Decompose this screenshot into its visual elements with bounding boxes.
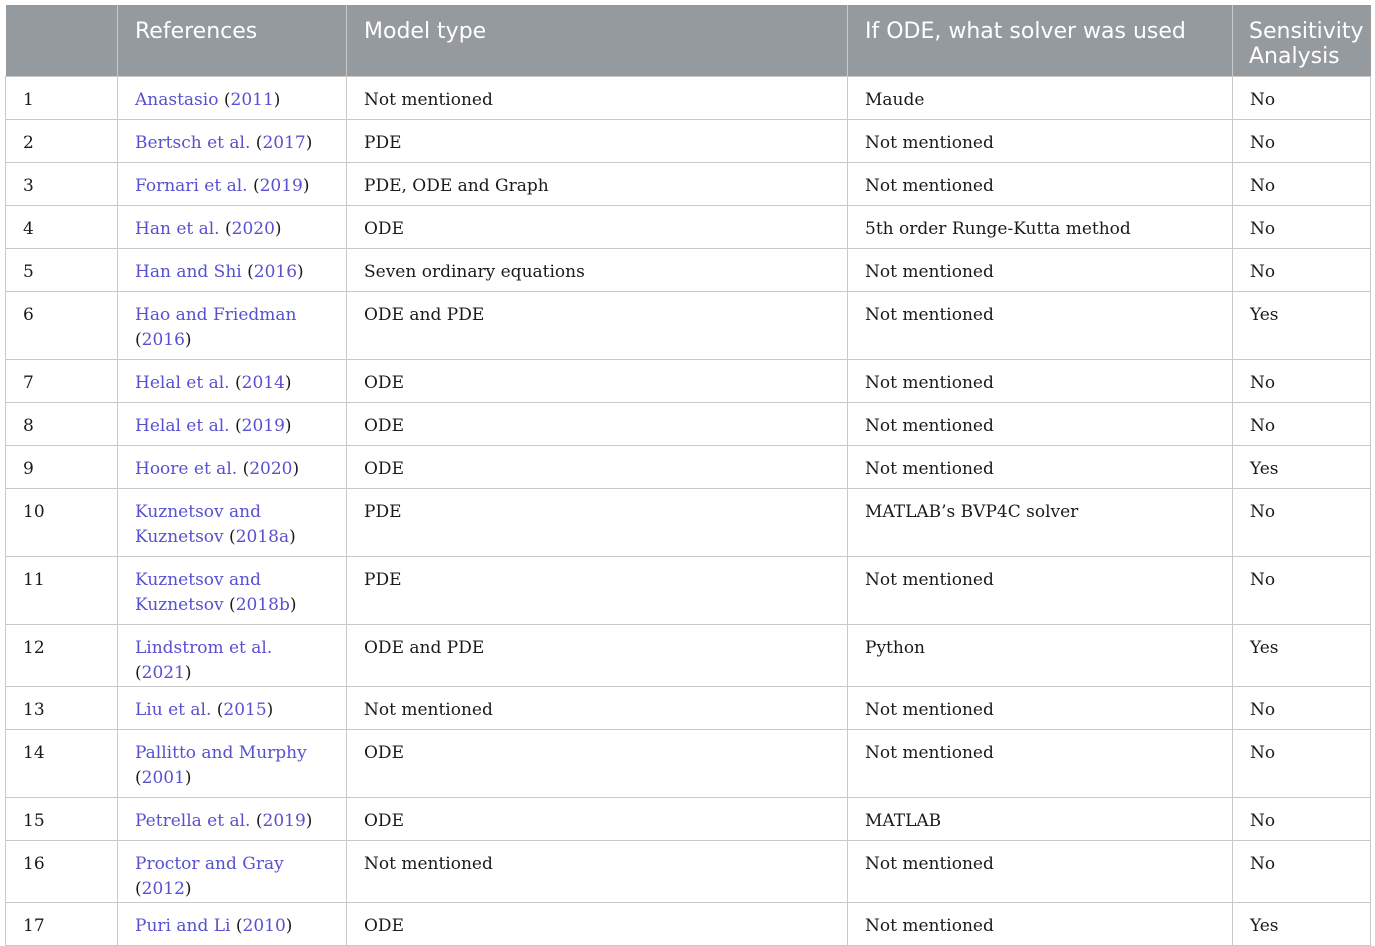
reference-cell	[118, 687, 347, 730]
paren-close: )	[305, 811, 313, 831]
row-number: 9	[6, 446, 118, 489]
paren-close: )	[302, 176, 310, 196]
solver-cell: Not mentioned	[848, 360, 1233, 403]
reference-year-link[interactable]: 2011	[230, 90, 274, 110]
reference-cell	[118, 206, 347, 249]
paren-open: (	[250, 133, 263, 153]
reference-author-link[interactable]: Hao and Friedman	[135, 305, 297, 325]
paren-close: )	[285, 916, 293, 936]
table-row	[6, 163, 1371, 206]
header-model-type: Model type	[347, 5, 848, 77]
row-number: 13	[6, 687, 118, 730]
table-row	[6, 903, 1371, 946]
paren-open: (	[241, 262, 254, 282]
reference-cell	[118, 292, 347, 360]
paren-open: (	[135, 879, 142, 899]
sensitivity-cell: No	[1233, 206, 1371, 249]
paren-open: (	[219, 219, 232, 239]
reference-cell	[118, 446, 347, 489]
reference-cell	[118, 557, 347, 625]
table-row	[6, 206, 1371, 249]
paren-open: (	[250, 811, 263, 831]
model-type-cell: ODE	[347, 360, 848, 403]
sensitivity-cell: Yes	[1233, 903, 1371, 946]
reference-author-link[interactable]: Kuznetsov and Kuznetsov	[135, 570, 262, 615]
reference-cell	[118, 360, 347, 403]
table-row	[6, 360, 1371, 403]
paren-close: )	[274, 219, 282, 239]
model-type-cell: Not mentioned	[347, 841, 848, 903]
row-number: 1	[6, 77, 118, 120]
reference-year-link[interactable]: 2010	[242, 916, 286, 936]
solver-cell: Python	[848, 625, 1233, 687]
reference-author-link[interactable]: Puri and Li	[135, 916, 231, 936]
reference-year-link[interactable]: 2019	[241, 416, 285, 436]
table-row	[6, 625, 1371, 687]
paren-open: (	[135, 663, 142, 683]
table-row	[6, 403, 1371, 446]
reference-year-link[interactable]: 2017	[262, 133, 306, 153]
sensitivity-cell: No	[1233, 687, 1371, 730]
sensitivity-cell: No	[1233, 120, 1371, 163]
row-number: 11	[6, 557, 118, 625]
header-num	[6, 5, 118, 77]
row-number: 12	[6, 625, 118, 687]
paren-close: )	[292, 459, 300, 479]
model-type-cell: ODE and PDE	[347, 625, 848, 687]
solver-cell: Maude	[848, 77, 1233, 120]
sensitivity-cell: No	[1233, 841, 1371, 903]
reference-year-link[interactable]: 2016	[253, 262, 298, 282]
reference-year-link[interactable]: 2019	[262, 811, 306, 831]
model-type-cell: PDE	[347, 557, 848, 625]
solver-cell: Not mentioned	[848, 903, 1233, 946]
reference-cell	[118, 903, 347, 946]
reference-author-link[interactable]: Helal et al.	[135, 416, 230, 436]
row-number: 15	[6, 798, 118, 841]
model-type-cell: PDE	[347, 120, 848, 163]
model-type-cell: ODE	[347, 798, 848, 841]
row-number: 4	[6, 206, 118, 249]
model-type-cell: ODE and PDE	[347, 292, 848, 360]
sensitivity-cell: No	[1233, 798, 1371, 841]
paren-close: )	[284, 373, 292, 393]
table-row	[6, 730, 1371, 798]
table-row	[6, 687, 1371, 730]
sensitivity-cell: No	[1233, 730, 1371, 798]
solver-cell: Not mentioned	[848, 163, 1233, 206]
paren-close: )	[266, 700, 274, 720]
sensitivity-cell: No	[1233, 77, 1371, 120]
solver-cell: 5th order Runge-Kutta method	[848, 206, 1233, 249]
paren-open: (	[229, 416, 242, 436]
sensitivity-cell: Yes	[1233, 446, 1371, 489]
solver-cell: Not mentioned	[848, 403, 1233, 446]
row-number: 3	[6, 163, 118, 206]
solver-cell: MATLAB	[848, 798, 1233, 841]
paren-close: )	[305, 133, 313, 153]
row-number: 8	[6, 403, 118, 446]
reference-year-link[interactable]: 2020	[249, 459, 293, 479]
model-type-cell: Seven ordinary equations	[347, 249, 848, 292]
solver-cell: MATLAB’s BVP4C solver	[848, 489, 1233, 557]
table-row	[6, 446, 1371, 489]
reference-author-link[interactable]: Petrella et al.	[135, 811, 251, 831]
reference-cell	[118, 625, 347, 687]
paren-close: )	[289, 527, 296, 547]
solver-cell: Not mentioned	[848, 687, 1233, 730]
reference-author-link[interactable]: Kuznetsov and Kuznetsov	[135, 502, 262, 547]
solver-cell: Not mentioned	[848, 292, 1233, 360]
sensitivity-cell: No	[1233, 557, 1371, 625]
paren-close: )	[284, 416, 292, 436]
reference-year-link[interactable]: 2021	[141, 663, 185, 683]
reference-cell	[118, 798, 347, 841]
solver-cell: Not mentioned	[848, 120, 1233, 163]
row-number: 17	[6, 903, 118, 946]
reference-year-link[interactable]: 2018b	[235, 595, 290, 615]
reference-author-link[interactable]: Bertsch et al.	[135, 133, 251, 153]
reference-author-link[interactable]: Han and Shi	[135, 262, 242, 282]
reference-author-link[interactable]: Fornari et al.	[135, 176, 248, 196]
model-type-cell: ODE	[347, 403, 848, 446]
reference-year-link[interactable]: 2018a	[235, 527, 290, 547]
paren-open: (	[135, 768, 142, 788]
solver-cell: Not mentioned	[848, 841, 1233, 903]
row-number: 6	[6, 292, 118, 360]
paren-open: (	[223, 527, 236, 547]
table-row	[6, 798, 1371, 841]
model-type-cell: ODE	[347, 730, 848, 798]
reference-author-link[interactable]: Helal et al.	[135, 373, 230, 393]
model-type-cell: Not mentioned	[347, 687, 848, 730]
sensitivity-cell: No	[1233, 360, 1371, 403]
reference-cell	[118, 163, 347, 206]
reference-year-link[interactable]: 2020	[231, 219, 275, 239]
reference-year-link[interactable]: 2016	[141, 330, 185, 350]
reference-cell	[118, 403, 347, 446]
reference-cell	[118, 120, 347, 163]
paren-open: (	[247, 176, 260, 196]
solver-cell: Not mentioned	[848, 249, 1233, 292]
paren-close: )	[184, 768, 192, 788]
solver-cell: Not mentioned	[848, 446, 1233, 489]
row-number: 5	[6, 249, 118, 292]
model-type-cell: PDE, ODE and Graph	[347, 163, 848, 206]
paren-open: (	[237, 459, 250, 479]
table-row	[6, 841, 1371, 903]
reference-year-link[interactable]: 2012	[141, 879, 185, 899]
reference-author-link[interactable]: Hoore et al.	[135, 459, 238, 479]
table-row	[6, 120, 1371, 163]
row-number: 7	[6, 360, 118, 403]
sensitivity-cell: No	[1233, 489, 1371, 557]
paren-open: (	[230, 916, 243, 936]
reference-cell	[118, 730, 347, 798]
paren-close: )	[184, 663, 192, 683]
reference-cell	[118, 489, 347, 557]
model-type-cell: ODE	[347, 903, 848, 946]
paren-open: (	[229, 373, 242, 393]
row-number: 2	[6, 120, 118, 163]
paren-close: )	[184, 879, 192, 899]
header-row	[6, 5, 1371, 77]
header-sensitivity: Sensitivity Analysis	[1233, 5, 1371, 77]
sensitivity-cell: No	[1233, 163, 1371, 206]
paren-close: )	[289, 595, 297, 615]
table-row	[6, 557, 1371, 625]
reference-year-link[interactable]: 2019	[259, 176, 303, 196]
sensitivity-cell: Yes	[1233, 625, 1371, 687]
table-row	[6, 249, 1371, 292]
solver-cell: Not mentioned	[848, 730, 1233, 798]
table-row	[6, 489, 1371, 557]
reference-cell	[118, 77, 347, 120]
reference-author-link[interactable]: Proctor and Gray	[135, 854, 284, 874]
sensitivity-cell: No	[1233, 249, 1371, 292]
paren-open: (	[211, 700, 224, 720]
table-row	[6, 292, 1371, 360]
row-number: 10	[6, 489, 118, 557]
reference-year-link[interactable]: 2001	[141, 768, 185, 788]
header-solver: If ODE, what solver was used	[848, 5, 1233, 77]
reference-author-link[interactable]: Anastasio	[135, 90, 219, 110]
reference-author-link[interactable]: Han et al.	[135, 219, 220, 239]
model-type-cell: Not mentioned	[347, 77, 848, 120]
references-table	[5, 5, 1371, 946]
sensitivity-cell: No	[1233, 403, 1371, 446]
row-number: 14	[6, 730, 118, 798]
model-type-cell: PDE	[347, 489, 848, 557]
sensitivity-cell: Yes	[1233, 292, 1371, 360]
row-number: 16	[6, 841, 118, 903]
paren-open: (	[218, 90, 231, 110]
model-type-cell: ODE	[347, 446, 848, 489]
paren-close: )	[184, 330, 192, 350]
paren-close: )	[273, 90, 281, 110]
model-type-cell: ODE	[347, 206, 848, 249]
table-body	[6, 77, 1371, 946]
reference-year-link[interactable]: 2015	[223, 700, 267, 720]
table-row	[6, 77, 1371, 120]
paren-open: (	[223, 595, 236, 615]
header-references: References	[118, 5, 347, 77]
solver-cell: Not mentioned	[848, 557, 1233, 625]
reference-author-link[interactable]: Liu et al.	[135, 700, 212, 720]
paren-open: (	[135, 330, 142, 350]
reference-year-link[interactable]: 2014	[241, 373, 285, 393]
reference-author-link[interactable]: Lindstrom et al.	[135, 638, 273, 658]
reference-cell	[118, 249, 347, 292]
paren-close: )	[297, 262, 304, 282]
reference-cell	[118, 841, 347, 903]
reference-author-link[interactable]: Pallitto and Murphy	[135, 743, 307, 763]
